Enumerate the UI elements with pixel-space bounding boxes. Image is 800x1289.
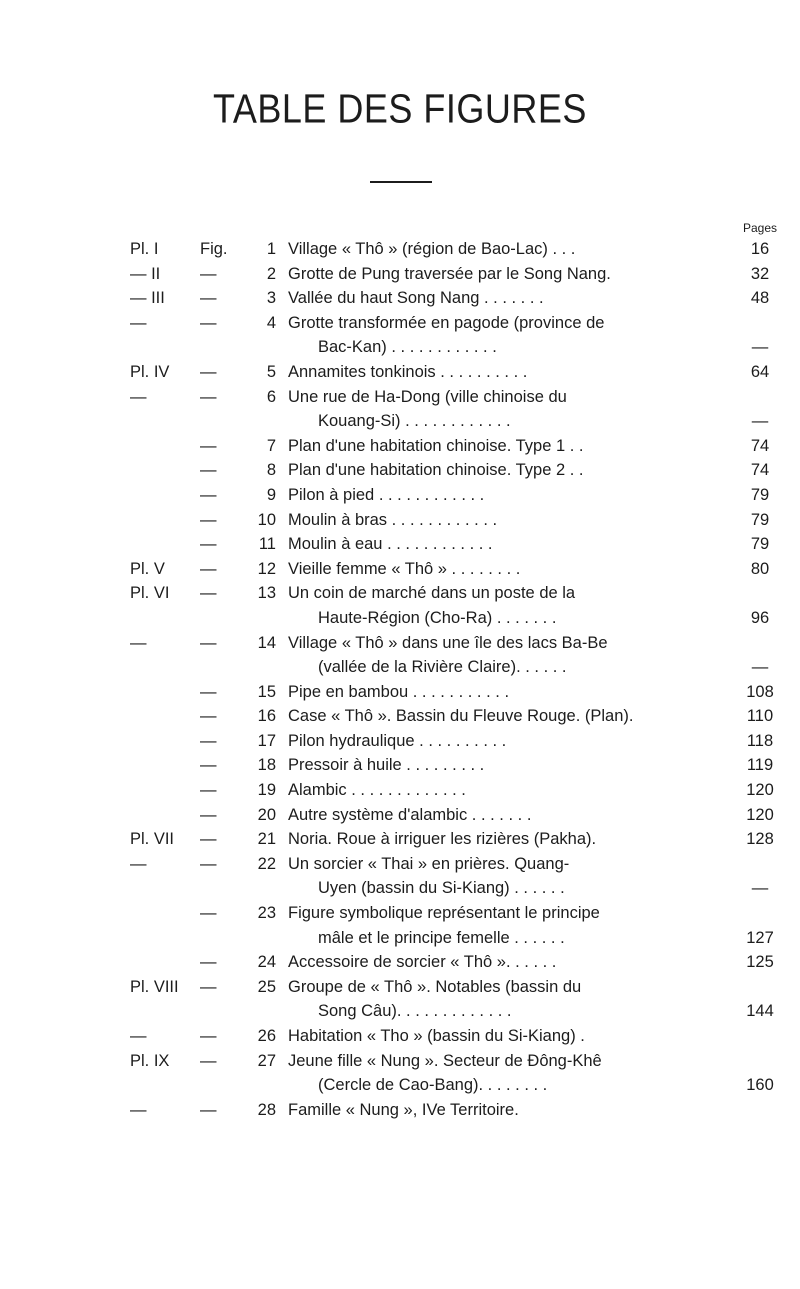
figure-entry	[0, 704, 800, 729]
page-number: 32	[750, 264, 770, 283]
figure-number: 21	[257, 830, 276, 849]
figure-caption: Uyen (bassin du Si-Kiang) . . . . . .	[318, 879, 565, 898]
figure-number: 25	[257, 977, 276, 996]
figure-number: 10	[257, 510, 276, 529]
figure-caption: Moulin à eau . . . . . . . . . . . .	[288, 535, 493, 554]
figure-entry	[0, 311, 800, 360]
figure-caption: Pilon hydraulique . . . . . . . . . .	[288, 731, 507, 750]
figure-prefix: —	[200, 461, 217, 480]
entry-first-line	[0, 1049, 800, 1074]
page-number: 125	[746, 953, 774, 972]
figure-entry	[0, 1024, 800, 1049]
page-number: 127	[746, 928, 774, 947]
page-number: 80	[750, 559, 770, 578]
figure-prefix: —	[200, 264, 217, 283]
plate-label: —	[130, 1100, 147, 1119]
figure-caption: Vallée du haut Song Nang . . . . . . .	[288, 289, 544, 308]
page-number: 144	[746, 1002, 774, 1021]
figure-entry	[0, 483, 800, 508]
figure-caption: Village « Thô » (région de Bao-Lac) . . .	[288, 240, 576, 258]
figure-caption: Noria. Roue à irriguer les rizières (Pakha).	[288, 830, 597, 849]
figure-number: 9	[266, 485, 276, 504]
figure-number: 11	[258, 535, 276, 554]
page-number: 160	[746, 1076, 774, 1095]
figure-caption: Figure symbolique représentant le principe	[288, 904, 600, 923]
entry-first-line	[0, 1098, 800, 1123]
figure-caption: Pressoir à huile . . . . . . . . .	[288, 756, 485, 775]
figure-prefix: —	[200, 362, 217, 381]
figure-caption: (Cercle de Cao-Bang). . . . . . . .	[318, 1076, 548, 1095]
entry-continuation-line	[0, 335, 800, 360]
entry-first-line	[0, 311, 800, 336]
figure-prefix: —	[200, 510, 217, 529]
figure-number: 3	[266, 289, 276, 308]
plate-label: Pl. I	[130, 240, 159, 258]
entry-first-line	[0, 975, 800, 1000]
entry-continuation-line	[0, 1073, 800, 1098]
figure-caption: Case « Thô ». Bassin du Fleuve Rouge. (Plan).	[288, 707, 634, 726]
figure-caption: Une rue de Ha-Dong (ville chinoise du	[288, 387, 567, 406]
page-number: 16	[750, 240, 770, 258]
plate-label: Pl. VIII	[130, 977, 179, 996]
figure-number: 18	[257, 756, 276, 775]
page-number: 96	[750, 608, 770, 627]
figure-prefix: Fig.	[200, 240, 228, 258]
page-number: 120	[746, 805, 774, 824]
figure-caption: Haute-Région (Cho-Ra) . . . . . . .	[318, 608, 557, 627]
figure-number: 16	[257, 707, 276, 726]
figure-prefix: —	[200, 535, 217, 554]
figure-entry	[0, 385, 800, 434]
plate-label: Pl. VI	[130, 584, 170, 603]
plate-label: —	[130, 633, 147, 652]
plate-label: Pl. IV	[130, 362, 170, 381]
figure-caption: Famille « Nung », IVe Territoire.	[288, 1100, 519, 1119]
figure-caption: mâle et le principe femelle . . . . . .	[318, 928, 565, 947]
figure-caption: Village « Thô » dans une île des lacs Ba-Be	[288, 633, 608, 652]
plate-label: Pl. IX	[130, 1051, 170, 1070]
figure-prefix: —	[200, 731, 217, 750]
pages-column-header: Pages	[742, 221, 778, 235]
figure-caption: Annamites tonkinois . . . . . . . . . .	[288, 362, 528, 381]
figure-caption: Grotte transformée en pagode (province de	[288, 313, 605, 332]
figure-prefix: —	[200, 633, 217, 652]
entry-first-line	[0, 532, 800, 557]
figure-caption: Autre système d'alambic . . . . . . .	[288, 805, 532, 824]
plate-label: —	[130, 313, 147, 332]
figure-prefix: —	[200, 1027, 217, 1045]
figure-prefix: —	[200, 707, 217, 726]
figure-prefix: —	[200, 781, 217, 800]
figure-caption: Plan d'une habitation chinoise. Type 1 . .	[288, 436, 584, 455]
entry-first-line	[0, 458, 800, 483]
figure-number: 22	[257, 854, 276, 873]
entry-first-line	[0, 360, 800, 385]
figure-prefix: —	[200, 1100, 217, 1119]
figure-prefix: —	[200, 854, 217, 873]
figure-prefix: —	[200, 830, 217, 849]
page-number: —	[751, 338, 769, 357]
figure-entry	[0, 803, 800, 828]
figure-caption: Song Câu). . . . . . . . . . . . .	[318, 1002, 512, 1021]
figure-prefix: —	[200, 387, 217, 406]
figure-prefix: —	[200, 904, 217, 923]
plate-label: —	[130, 1027, 147, 1045]
figure-number: 24	[257, 953, 276, 972]
entry-first-line	[0, 901, 800, 926]
page-number: 79	[750, 535, 770, 554]
figure-entry	[0, 631, 800, 680]
figure-prefix: —	[200, 953, 217, 972]
page-number: 128	[746, 830, 774, 849]
entry-first-line	[0, 753, 800, 778]
figure-entry	[0, 1049, 800, 1098]
figure-number: 7	[266, 436, 276, 455]
entry-first-line	[0, 385, 800, 410]
figure-number: 1	[266, 240, 276, 258]
figure-number: 2	[266, 264, 276, 283]
figure-number: 27	[257, 1051, 276, 1070]
page-number: 74	[750, 436, 770, 455]
entry-first-line	[0, 508, 800, 533]
entry-first-line	[0, 286, 800, 311]
figure-prefix: —	[200, 559, 217, 578]
plate-label: —	[130, 854, 147, 873]
figure-entry	[0, 729, 800, 754]
figure-number: 6	[266, 387, 276, 406]
entry-first-line	[0, 680, 800, 705]
entry-first-line	[0, 557, 800, 582]
figure-number: 4	[266, 313, 276, 332]
page-number: 64	[750, 362, 770, 381]
page-number: 110	[746, 707, 774, 726]
figure-caption: Kouang-Si) . . . . . . . . . . . .	[318, 412, 511, 431]
figure-entry	[0, 778, 800, 803]
entry-first-line	[0, 631, 800, 656]
figure-entry	[0, 360, 800, 385]
entry-first-line	[0, 729, 800, 754]
figure-entry	[0, 852, 800, 901]
page-number: —	[751, 412, 769, 431]
plate-label: Pl. VII	[130, 830, 175, 849]
plate-label: — II	[130, 264, 161, 283]
figure-prefix: —	[200, 1051, 217, 1070]
figure-entry	[0, 827, 800, 852]
figure-entry	[0, 458, 800, 483]
figure-number: 28	[257, 1100, 276, 1119]
figure-caption: Vieille femme « Thô » . . . . . . . .	[288, 559, 521, 578]
entry-first-line	[0, 950, 800, 975]
figure-entry	[0, 680, 800, 705]
figure-prefix: —	[200, 584, 217, 603]
figure-entry	[0, 950, 800, 975]
figure-number: 5	[266, 362, 276, 381]
figure-number: 20	[257, 805, 276, 824]
figure-caption: Moulin à bras . . . . . . . . . . . .	[288, 510, 498, 529]
figure-caption: Bac-Kan) . . . . . . . . . . . .	[318, 338, 497, 357]
page-number: 119	[746, 756, 774, 775]
figure-prefix: —	[200, 485, 217, 504]
figure-entry	[0, 901, 800, 950]
entry-continuation-line	[0, 999, 800, 1024]
entry-first-line	[0, 827, 800, 852]
figure-caption: Un sorcier « Thai » en prières. Quang-	[288, 854, 570, 873]
entry-first-line	[0, 1024, 800, 1049]
figure-prefix: —	[200, 313, 217, 332]
page-number: 79	[750, 510, 770, 529]
page-number: 74	[750, 461, 770, 480]
entry-first-line	[0, 778, 800, 803]
figure-number: 17	[257, 731, 276, 750]
figure-caption: Jeune fille « Nung ». Secteur de Đông-Khê	[288, 1051, 602, 1070]
entry-first-line	[0, 483, 800, 508]
page-number: 120	[746, 781, 774, 800]
entry-continuation-line	[0, 655, 800, 680]
plate-label: —	[130, 387, 147, 406]
figure-prefix: —	[200, 756, 217, 775]
figure-entry	[0, 508, 800, 533]
page-number: —	[751, 658, 769, 677]
figure-prefix: —	[200, 682, 217, 701]
figure-prefix: —	[200, 977, 217, 996]
figure-entry	[0, 262, 800, 287]
figure-entry	[0, 557, 800, 582]
figure-prefix: —	[200, 289, 217, 308]
entry-continuation-line	[0, 926, 800, 951]
entry-continuation-line	[0, 876, 800, 901]
figure-caption: Plan d'une habitation chinoise. Type 2 . .	[288, 461, 584, 480]
figure-number: 13	[257, 584, 276, 603]
figure-prefix: —	[200, 436, 217, 455]
figure-entry	[0, 753, 800, 778]
figure-number: 12	[257, 559, 276, 578]
figure-list	[0, 237, 800, 1122]
figure-caption: Alambic . . . . . . . . . . . . .	[288, 781, 466, 800]
figure-entry	[0, 975, 800, 1024]
entry-first-line	[0, 434, 800, 459]
figure-caption: Pipe en bambou . . . . . . . . . . .	[288, 682, 510, 701]
figure-number: 14	[257, 633, 276, 652]
figure-entry	[0, 237, 800, 262]
plate-label: — III	[130, 289, 165, 308]
entry-first-line	[0, 237, 800, 262]
figure-prefix: —	[200, 805, 217, 824]
figure-entry	[0, 581, 800, 630]
plate-label: Pl. V	[130, 559, 165, 578]
entry-first-line	[0, 803, 800, 828]
figure-entry	[0, 286, 800, 311]
figure-caption: Grotte de Pung traversée par le Song Nang.	[288, 264, 611, 283]
figure-number: 26	[257, 1027, 276, 1045]
figure-number: 8	[266, 461, 276, 480]
entry-first-line	[0, 581, 800, 606]
entry-first-line	[0, 704, 800, 729]
entry-continuation-line	[0, 409, 800, 434]
page-number: 79	[750, 485, 770, 504]
figure-caption: Pilon à pied . . . . . . . . . . . .	[288, 485, 485, 504]
figure-caption: Un coin de marché dans un poste de la	[288, 584, 576, 603]
figure-number: 19	[257, 781, 276, 800]
figure-caption: Groupe de « Thô ». Notables (bassin du	[288, 977, 582, 996]
figure-number: 23	[257, 904, 276, 923]
title-divider	[370, 181, 432, 183]
entry-first-line	[0, 262, 800, 287]
figure-entry	[0, 434, 800, 459]
page-title: TABLE DES FIGURES	[213, 85, 587, 132]
entry-continuation-line	[0, 606, 800, 631]
page-number: —	[751, 879, 769, 898]
figure-entry	[0, 1098, 800, 1123]
page-number: 48	[750, 289, 770, 308]
figure-caption: Habitation « Tho » (bassin du Si-Kiang) .	[288, 1027, 585, 1045]
figure-caption: (vallée de la Rivière Claire). . . . . .	[318, 658, 567, 677]
figure-number: 15	[257, 682, 276, 701]
page-number: 118	[746, 731, 774, 750]
figure-caption: Accessoire de sorcier « Thô ». . . . . .	[288, 953, 557, 972]
page-number: 108	[746, 682, 774, 701]
figure-entry	[0, 532, 800, 557]
entry-first-line	[0, 852, 800, 877]
